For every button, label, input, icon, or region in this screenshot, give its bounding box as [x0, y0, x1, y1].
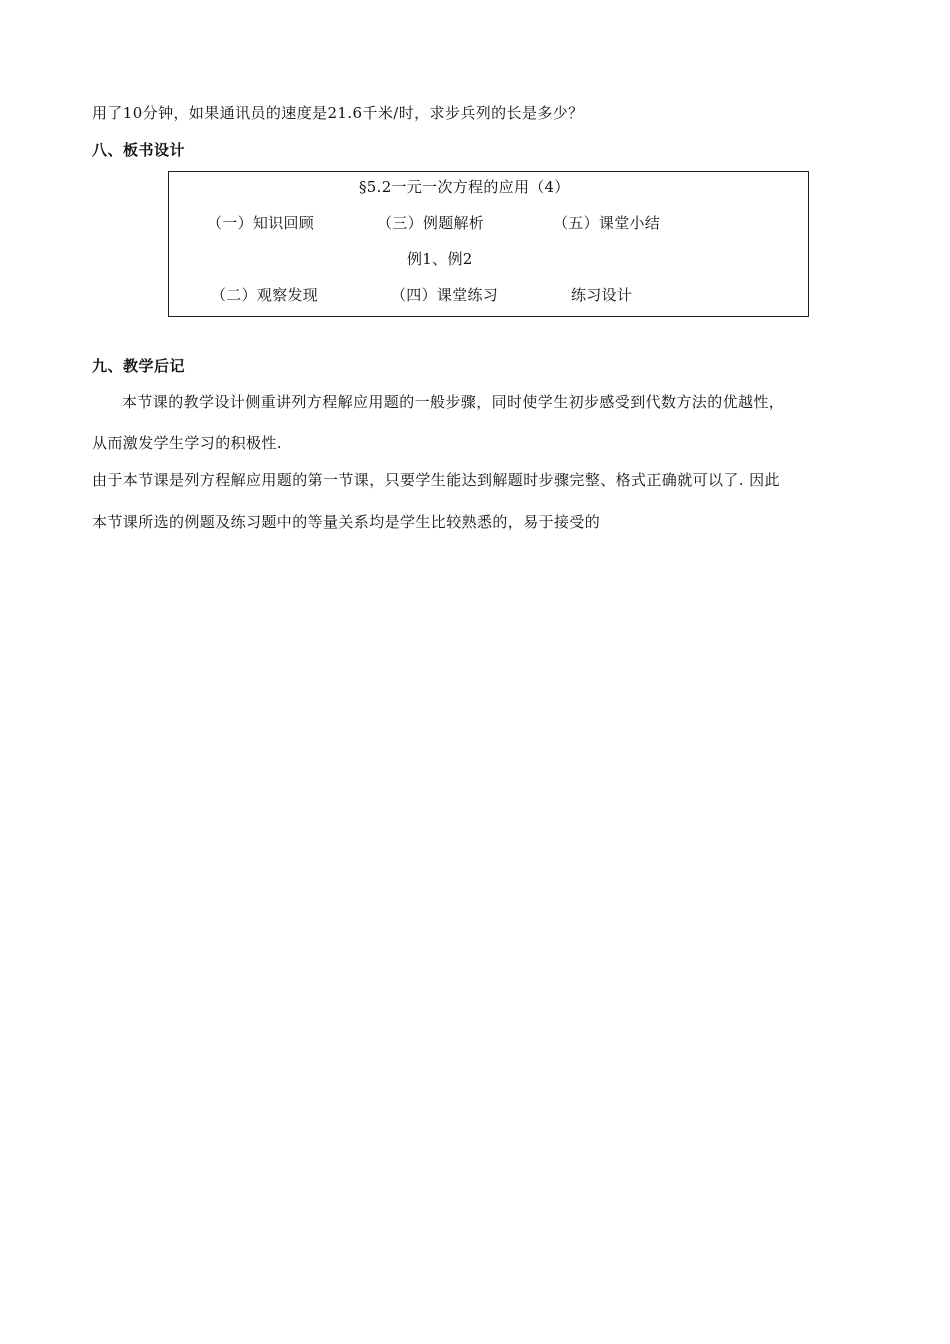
board-item-observe-discover: （二）观察发现	[211, 286, 319, 304]
board-item-knowledge-review: （一）知识回顾	[207, 214, 315, 232]
notes-paragraph1-line2: 从而激发学生学习的积极性.	[92, 434, 282, 452]
notes-paragraph2-line2: 本节课所选的例题及练习题中的等量关系均是学生比较熟悉的，易于接受的	[92, 513, 601, 531]
section-heading-board-design: 八、板书设计	[92, 141, 186, 159]
intro-line: 用了10分钟，如果通讯员的速度是21.6千米/时，求步兵列的长是多少？	[92, 104, 584, 122]
board-item-example-analysis: （三）例题解析	[377, 214, 485, 232]
notes-paragraph2-line1: 由于本节课是列方程解应用题的第一节课，只要学生能达到解题时步骤完整、格式正确就可以了. 因此	[92, 471, 780, 489]
board-item-examples: 例1、例2	[407, 250, 473, 268]
board-item-practice-design: 练习设计	[571, 286, 633, 304]
board-item-class-practice: （四）课堂练习	[391, 286, 499, 304]
section-heading-teaching-notes: 九、教学后记	[92, 357, 186, 375]
notes-paragraph1-line1: 本节课的教学设计侧重讲列方程解应用题的一般步骤，同时使学生初步感受到代数方法的优越性，	[122, 393, 785, 411]
board-design-box	[168, 171, 809, 317]
board-title: §5.2一元一次方程的应用（4）	[359, 178, 570, 196]
board-item-class-summary: （五）课堂小结	[553, 214, 661, 232]
